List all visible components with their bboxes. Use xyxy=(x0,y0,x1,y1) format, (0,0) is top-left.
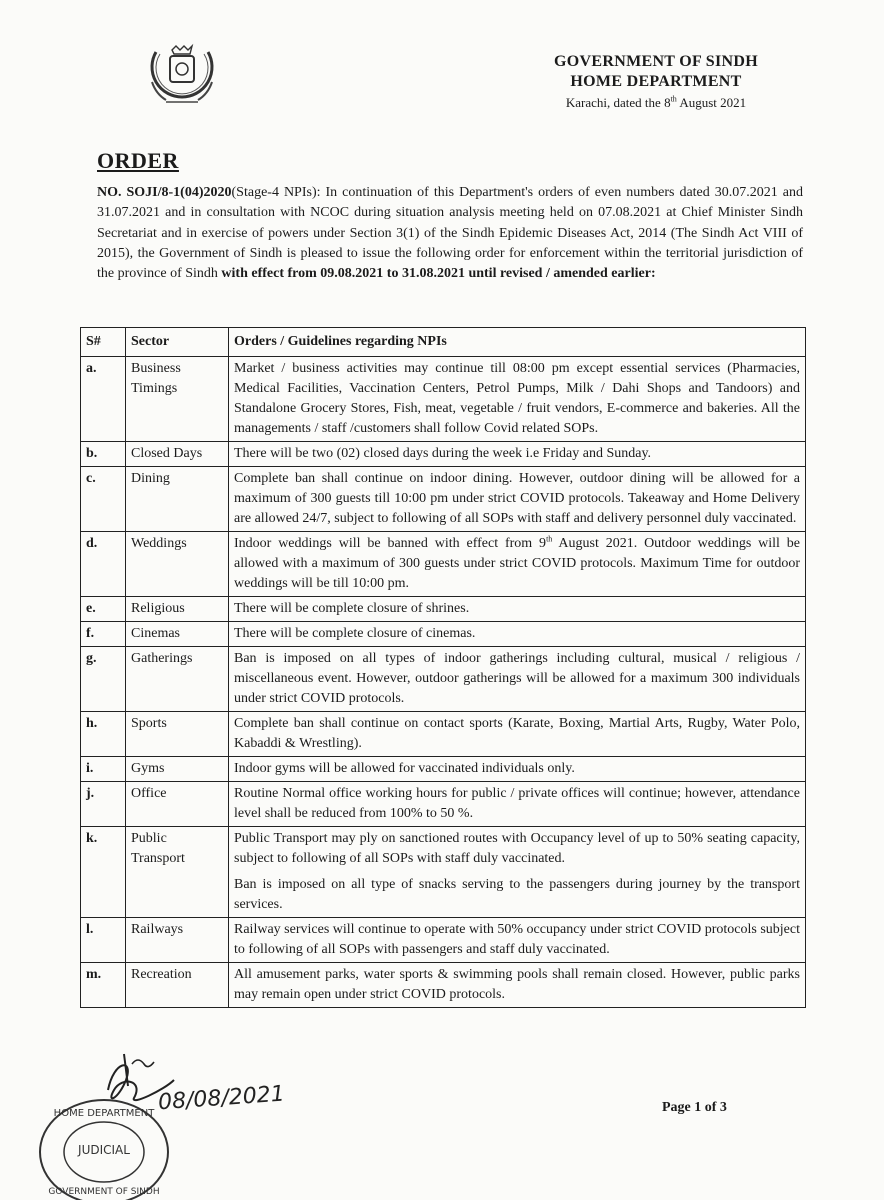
row-sector: Office xyxy=(126,782,229,827)
row-sn: h. xyxy=(81,712,126,757)
row-sector: Gatherings xyxy=(126,647,229,712)
row-text: All amusement parks, water sports & swimming pools shall remain closed. However, public parks may remain open under strict COVID protocols. xyxy=(229,963,806,1008)
table-row xyxy=(81,532,806,597)
header-sector: Sector xyxy=(126,328,229,357)
row-sn: b. xyxy=(81,442,126,467)
row-sn: a. xyxy=(81,357,126,442)
table-row xyxy=(81,827,806,918)
row-text: Indoor gyms will be allowed for vaccinated individuals only. xyxy=(229,757,806,782)
row-text: Routine Normal office working hours for public / private offices will continue; however, attendance level shall be reduced from 100% to 50 %. xyxy=(229,782,806,827)
row-sn: i. xyxy=(81,757,126,782)
row-sector: Weddings xyxy=(126,532,229,597)
issue-date: Karachi, dated the 8th August 2021 xyxy=(565,94,747,110)
row-text: Indoor weddings will be banned with effect from 9th August 2021. Outdoor weddings will be allowed with a maximum of 300 guests under strict COVID protocols. Maximum Time for outdoor weddings will be till 10:00 pm. xyxy=(229,532,806,597)
row-sn: g. xyxy=(81,647,126,712)
department-title: HOME DEPARTMENT xyxy=(570,73,742,90)
row-text: There will be complete closure of shrines. xyxy=(229,597,806,622)
header-sn: S# xyxy=(81,328,126,357)
row-sector: Cinemas xyxy=(126,622,229,647)
judicial-stamp-icon xyxy=(34,1092,174,1200)
order-intro-paragraph xyxy=(97,183,803,284)
row-text: Public Transport may ply on sanctioned routes with Occupancy level of up to 50% seating capacity, subject to following of all SOPs with staff duly vaccinated. Ban is imposed on all type of snacks serving to the passengers during journey by the transport services. xyxy=(229,827,806,918)
government-title: GOVERNMENT OF SINDH xyxy=(554,53,758,70)
table-row xyxy=(81,467,806,532)
letterhead xyxy=(554,52,758,112)
table-row xyxy=(81,782,806,827)
row-sn: j. xyxy=(81,782,126,827)
order-effective-period: with effect from 09.08.2021 to 31.08.2021 until revised / amended earlier: xyxy=(221,266,656,282)
row-text: Ban is imposed on all types of indoor gatherings including cultural, musical / religious / miscellaneous event. However, outdoor gatherings will be allowed for a maximum 300 individuals under strict COVID protocols. xyxy=(229,647,806,712)
row-sn: d. xyxy=(81,532,126,597)
row-sector: Railways xyxy=(126,918,229,963)
row-sector: Recreation xyxy=(126,963,229,1008)
order-reference-note: (Stage-4 NPIs): xyxy=(231,185,326,200)
order-body: In continuation of this Department's orders of even numbers dated 30.07.2021 and 31.07.2021 and in consultation with NCOC during situation analysis meeting held on 07.08.2021 at Chief Minister Sindh Secretariat and in exercise of powers under Section 3(1) of the Sindh Epidemic Diseases Act, 2014 (The Sindh Act VIII of 2015), the Government of Sindh is pleased to issue the following order for enforcement within the territorial jurisdiction of the province of Sindh xyxy=(97,185,803,282)
table-row xyxy=(81,647,806,712)
table-row xyxy=(81,712,806,757)
table-row xyxy=(81,622,806,647)
row-sn: e. xyxy=(81,597,126,622)
svg-text:HOME DEPARTMENT: HOME DEPARTMENT xyxy=(53,1108,155,1119)
sindh-emblem-icon xyxy=(142,42,222,112)
row-sector: Sports xyxy=(126,712,229,757)
row-text: Complete ban shall continue on indoor dining. However, outdoor dining will be allowed for a maximum of 300 guests till 10:00 pm under strict COVID protocols. Takeaway and Home Delivery are allowed 24/7, subject to following of all SOPs with staff and delivery personnel duly vaccinated. xyxy=(229,467,806,532)
table-row xyxy=(81,597,806,622)
table-header-row xyxy=(81,328,806,357)
row-sector: Religious xyxy=(126,597,229,622)
row-text: There will be two (02) closed days during the week i.e Friday and Sunday. xyxy=(229,442,806,467)
row-sector: Public Transport xyxy=(126,827,229,918)
row-text: Railway services will continue to operate with 50% occupancy under strict COVID protocols subject to following of all SOPs with passengers and staff duly vaccinated. xyxy=(229,918,806,963)
row-sector: Business Timings xyxy=(126,357,229,442)
row-sn: k. xyxy=(81,827,126,918)
row-sn: f. xyxy=(81,622,126,647)
row-text: Complete ban shall continue on contact sports (Karate, Boxing, Martial Arts, Rugby, Water Polo, Kabaddi & Wrestling). xyxy=(229,712,806,757)
row-sector: Dining xyxy=(126,467,229,532)
table-row xyxy=(81,963,806,1008)
npi-table xyxy=(80,327,806,1008)
svg-text:JUDICIAL: JUDICIAL xyxy=(78,1143,130,1157)
row-sector: Gyms xyxy=(126,757,229,782)
row-sector: Closed Days xyxy=(126,442,229,467)
svg-text:GOVERNMENT OF SINDH: GOVERNMENT OF SINDH xyxy=(48,1187,160,1197)
row-sn: c. xyxy=(81,467,126,532)
row-sn: m. xyxy=(81,963,126,1008)
table-row xyxy=(81,442,806,467)
row-sn: l. xyxy=(81,918,126,963)
header-orders: Orders / Guidelines regarding NPIs xyxy=(229,328,806,357)
row-text: There will be complete closure of cinemas. xyxy=(229,622,806,647)
row-text: Market / business activities may continue till 08:00 pm except essential services (Pharmacies, Medical Facilities, Vaccination Centers, Petrol Pumps, Milk / Dahi Shops and Tandoors) and Standalone Grocery Stores, Fish, meat, vegetable / fruit vendors, E-commerce and bakeries. All the managements / staff /customers shall follow Covid related SOPs. xyxy=(229,357,806,442)
order-reference: NO. SOJI/8-1(04)2020 xyxy=(97,185,232,200)
table-row xyxy=(81,757,806,782)
table-row xyxy=(81,357,806,442)
table-row xyxy=(81,918,806,963)
order-heading: ORDER xyxy=(97,148,179,173)
page-number: Page 1 of 3 xyxy=(662,1100,727,1115)
signature-date: 08/08/2021 xyxy=(157,1081,286,1116)
